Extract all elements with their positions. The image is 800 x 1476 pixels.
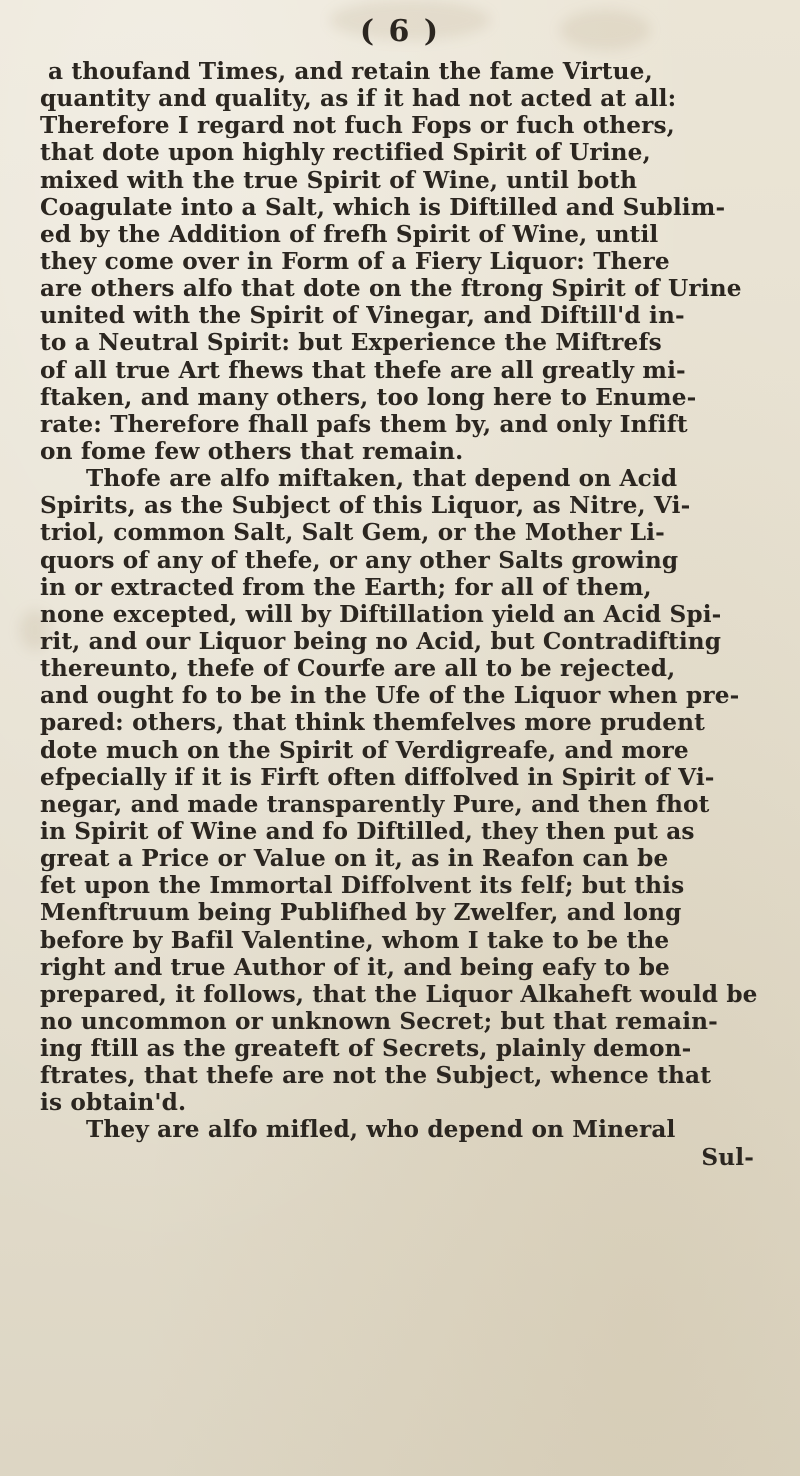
text-line: ftrates, that thefe are not the Subject, whence that — [40, 1062, 712, 1090]
text-line: Menftruum being Publifhed by Zwelfer, and long — [40, 899, 682, 927]
text-line: They are alfo mifled, who depend on Mineral — [86, 1116, 676, 1144]
text-line: negar, and made transparently Pure, and then fhot — [40, 790, 710, 818]
text-line: rit, and our Liquor being no Acid, but Contradifting — [40, 627, 722, 655]
text-line: dote much on the Spirit of Verdigreafe, and more — [40, 736, 689, 764]
text-line: right and true Author of it, and being eafy to be — [40, 953, 670, 981]
text-line: quors of any of thefe, or any other Salts growing — [40, 546, 679, 574]
text-line: of all true Art fhews that thefe are all greatly mi- — [40, 356, 686, 384]
text-line: pared: others, that think themfelves more prudent — [40, 709, 705, 737]
text-line: Spirits, as the Subject of this Liquor, as Nitre, Vi- — [40, 492, 691, 520]
text-line: is obtain'd. — [40, 1089, 187, 1117]
text-line: ftaken, and many others, too long here to Enume- — [40, 383, 697, 411]
text-line: efpecially if it is Firft often diffolved in Spirit of Vi- — [40, 763, 715, 791]
text-line: great a Price or Value on it, as in Reafon can be — [40, 845, 669, 873]
text-line: quantity and quality, as if it had not acted at all: — [40, 85, 677, 113]
text-line: before by Bafil Valentine, whom I take to be the — [40, 926, 670, 954]
text-line: a thoufand Times, and retain the fame Virtue, — [48, 58, 653, 85]
text-line: fet upon the Immortal Diffolvent its felf; but this — [40, 872, 685, 900]
text-line: that dote upon highly rectified Spirit of Urine, — [40, 139, 651, 167]
catchword: Sul- — [701, 1143, 754, 1171]
text-line: ing ftill as the greateft of Secrets, plainly demon- — [40, 1035, 692, 1063]
text-line: ed by the Addition of frefh Spirit of Wine, until — [40, 220, 659, 248]
text-line: none excepted, will by Diftillation yield an Acid Spi- — [40, 600, 722, 628]
text-line: united with the Spirit of Vinegar, and Diftill'd in- — [40, 302, 685, 330]
text-line: to a Neutral Spirit: but Experience the Miftrefs — [40, 329, 662, 357]
text-line: in or extracted from the Earth; for all of them, — [40, 573, 652, 601]
text-line: Coagulate into a Salt, which is Diftilled and Sublim- — [40, 193, 726, 221]
text-line: are others alfo that dote on the ftrong Spirit of Urine — [40, 275, 742, 303]
text-line: rate: Therefore fhall pafs them by, and only Infift — [40, 410, 688, 438]
page-number: ( 6 ) — [359, 14, 441, 49]
text-line: they come over in Form of a Fiery Liquor: There — [40, 247, 670, 275]
text-line: on fome few others that remain. — [40, 437, 464, 465]
text-line: prepared, it follows, that the Liquor Alkaheft would be — [40, 980, 758, 1008]
text-line: mixed with the true Spirit of Wine, until both — [40, 166, 638, 194]
text-line: Therefore I regard not fuch Fops or fuch others, — [40, 112, 675, 140]
text-line: in Spirit of Wine and fo Diftilled, they then put as — [40, 817, 695, 845]
text-line: no uncommon or unknown Secret; but that remain- — [40, 1007, 718, 1035]
body-text — [40, 58, 800, 1171]
text-line: triol, common Salt, Salt Gem, or the Mother Li- — [40, 519, 665, 547]
text-line: thereunto, thefe of Courfe are all to be rejected, — [40, 655, 676, 683]
text-line: and ought fo to be in the Ufe of the Liquor when pre- — [40, 682, 740, 710]
text-line: Thofe are alfo miftaken, that depend on Acid — [86, 465, 678, 493]
